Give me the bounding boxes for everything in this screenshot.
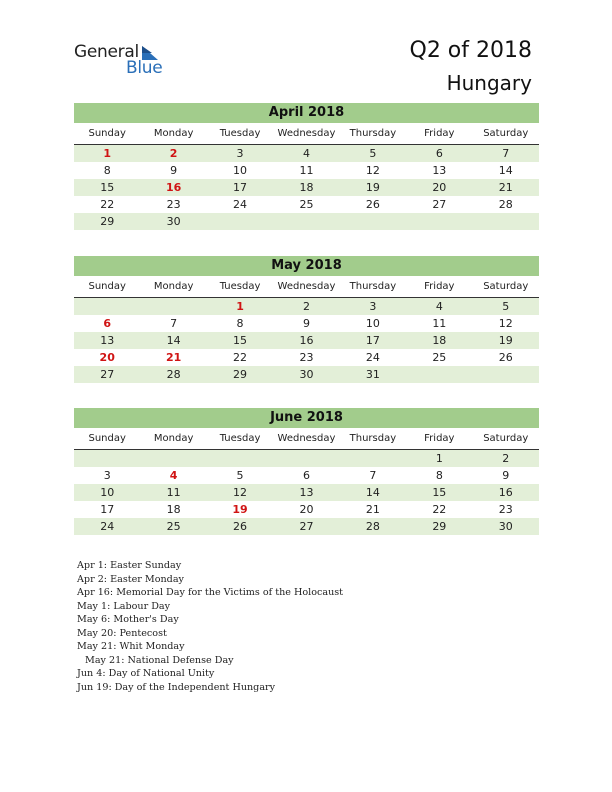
day-cell: 24 [100,520,115,533]
day-cell [207,450,273,467]
holiday-note: May 6: Mother's Day [77,614,179,625]
day-cell: 27 [432,198,447,211]
day-cell: 27 [299,520,314,533]
holiday-note: Apr 1: Easter Sunday [77,560,182,571]
week-row [74,484,539,501]
week-row [74,349,539,366]
week-row [74,518,539,535]
week-row [74,450,539,467]
day-cell: 15 [233,334,248,347]
month-april [74,103,539,230]
holiday-notes [77,559,343,694]
weekday-label: Tuesday [219,128,261,139]
day-cell: 5 [502,300,510,313]
week-row [74,196,539,213]
day-cell: 25 [432,351,447,364]
weekday-label: Friday [424,128,455,139]
day-cell: 4 [302,147,310,160]
weekday-label: Monday [153,128,194,139]
week-row [74,162,539,179]
holiday-note: May 21: National Defense Day [85,654,234,666]
day-cell: 3 [103,469,111,482]
weekday-label: Friday [424,433,455,444]
day-cell: 12 [365,164,380,177]
day-cell: 18 [166,503,181,516]
holiday-day-cell: 1 [103,147,112,160]
holiday-day-cell: 6 [103,317,112,330]
day-cell: 18 [299,181,314,194]
week-row [74,315,539,332]
brand-logo [74,42,174,76]
day-cell: 25 [166,520,181,533]
day-cell: 24 [233,198,248,211]
day-cell: 16 [498,486,513,499]
month-header: April 2018 [74,103,539,123]
month-header: June 2018 [74,408,539,428]
country-name: Hungary [446,71,532,95]
day-cell: 20 [299,503,314,516]
day-cell: 12 [498,317,513,330]
day-cell: 26 [233,520,248,533]
day-cell: 11 [166,486,181,499]
weekday-label: Wednesday [277,281,336,292]
weekday-label: Tuesday [219,433,261,444]
day-cell [473,366,539,383]
day-cell: 29 [432,520,447,533]
weekday-header-row [74,125,539,145]
day-cell: 10 [365,317,380,330]
holiday-note: Apr 2: Easter Monday [77,573,184,585]
day-cell: 8 [435,469,443,482]
day-cell: 14 [166,334,181,347]
day-cell: 1 [435,452,443,465]
week-row [74,213,539,230]
day-cell: 6 [435,147,443,160]
day-cell [340,213,406,230]
day-cell: 17 [233,181,248,194]
weekday-label: Saturday [483,281,529,292]
day-cell: 13 [299,486,314,499]
day-cell: 28 [498,198,513,211]
day-cell [140,298,206,315]
day-cell: 30 [299,368,314,381]
day-cell [406,366,472,383]
day-cell: 4 [435,300,443,313]
holiday-day-cell: 21 [165,351,182,364]
weekday-label: Wednesday [277,433,336,444]
day-cell: 23 [498,503,513,516]
day-cell: 27 [100,368,115,381]
holiday-day-cell: 4 [169,469,178,482]
day-cell: 11 [432,317,447,330]
day-cell [473,213,539,230]
day-cell: 23 [166,198,181,211]
day-cell: 19 [498,334,513,347]
week-row [74,179,539,196]
page-title: Q2 of 2018 [409,38,532,63]
day-cell: 29 [100,215,115,228]
week-row [74,332,539,349]
day-cell: 9 [170,164,178,177]
weekday-label: Friday [424,281,455,292]
holiday-note: May 1: Labour Day [77,600,171,612]
day-cell: 15 [432,486,447,499]
holiday-note: May 20: Pentecost [77,627,167,639]
day-cell: 7 [170,317,178,330]
day-cell: 29 [233,368,248,381]
day-cell: 5 [369,147,377,160]
holiday-day-cell: 2 [169,147,178,160]
day-cell: 15 [100,181,115,194]
day-cell: 23 [299,351,314,364]
holiday-note: Jun 19: Day of the Independent Hungary [77,681,276,693]
weekday-label: Sunday [88,281,126,292]
day-cell [74,298,140,315]
weekday-label: Sunday [88,128,126,139]
day-cell: 17 [100,503,115,516]
day-cell: 19 [365,181,380,194]
holiday-day-cell: 1 [236,300,244,313]
logo-text-general: General [74,42,139,62]
day-cell: 26 [498,351,513,364]
day-cell [74,450,140,467]
day-cell: 22 [233,351,248,364]
day-cell [207,213,273,230]
month-header: May 2018 [74,256,539,276]
day-cell: 7 [369,469,377,482]
month-june [74,408,539,535]
day-cell: 26 [365,198,380,211]
day-cell: 5 [236,469,244,482]
day-cell: 22 [432,503,447,516]
day-cell [406,213,472,230]
day-cell: 22 [100,198,115,211]
weekday-label: Monday [153,281,194,292]
month-grid [74,450,539,535]
day-cell: 8 [236,317,244,330]
weekday-label: Wednesday [277,128,336,139]
day-cell [273,450,339,467]
day-cell: 16 [299,334,314,347]
holiday-note: May 21: Whit Monday [77,641,185,652]
day-cell: 31 [365,368,380,381]
day-cell: 2 [302,300,310,313]
weekday-label: Monday [153,433,194,444]
month-may [74,256,539,383]
day-cell: 25 [299,198,314,211]
day-cell: 17 [365,334,380,347]
day-cell: 7 [502,147,510,160]
holiday-day-cell: 16 [165,181,182,194]
day-cell: 21 [498,181,513,194]
weekday-header-row [74,278,539,298]
day-cell: 30 [166,215,181,228]
day-cell: 2 [502,452,510,465]
day-cell: 9 [302,317,310,330]
logo-text-blue: Blue [126,58,163,78]
holiday-day-cell: 19 [232,503,248,516]
weekday-label: Thursday [349,433,397,444]
day-cell: 30 [498,520,513,533]
day-cell: 3 [369,300,377,313]
weekday-label: Thursday [349,281,397,292]
day-cell: 20 [432,181,447,194]
weekday-label: Thursday [349,128,397,139]
day-cell [140,450,206,467]
day-cell: 14 [498,164,513,177]
holiday-note: Jun 4: Day of National Unity [77,668,215,679]
month-grid [74,298,539,383]
day-cell: 8 [103,164,111,177]
day-cell: 6 [302,469,310,482]
holiday-day-cell: 20 [99,351,115,364]
weekday-label: Tuesday [219,281,261,292]
day-cell: 11 [299,164,314,177]
day-cell: 18 [432,334,447,347]
day-cell: 28 [166,368,181,381]
day-cell: 9 [502,469,510,482]
day-cell [340,450,406,467]
day-cell: 13 [100,334,115,347]
week-row [74,145,539,162]
day-cell: 3 [236,147,244,160]
day-cell: 24 [365,351,380,364]
week-row [74,366,539,383]
weekday-label: Saturday [483,433,529,444]
day-cell: 10 [100,486,115,499]
weekday-label: Saturday [483,128,529,139]
day-cell: 21 [365,503,380,516]
day-cell: 13 [432,164,447,177]
weekday-header-row [74,430,539,450]
week-row [74,298,539,315]
week-row [74,467,539,484]
weekday-label: Sunday [88,433,126,444]
week-row [74,501,539,518]
month-grid [74,145,539,230]
day-cell: 12 [233,486,248,499]
day-cell: 14 [365,486,380,499]
day-cell: 10 [233,164,248,177]
day-cell [273,213,339,230]
holiday-note: Apr 16: Memorial Day for the Victims of the Holocaust [77,587,344,598]
day-cell: 28 [365,520,380,533]
